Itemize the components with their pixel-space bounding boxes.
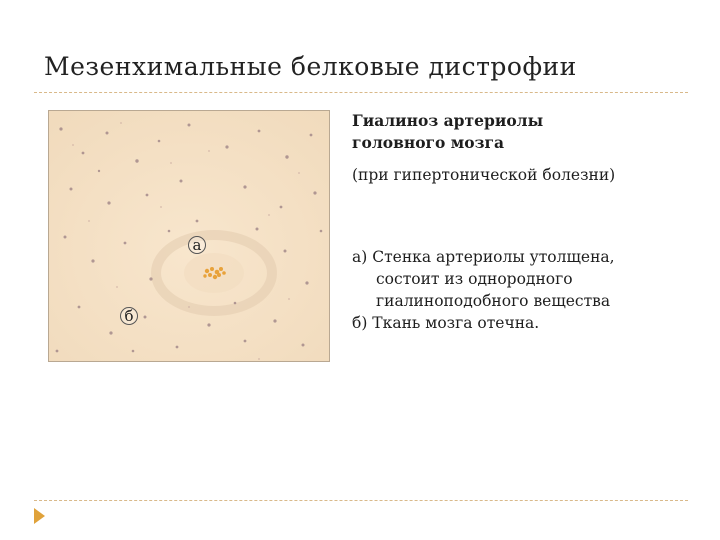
description-list — [352, 246, 692, 334]
marker-b: б — [120, 307, 138, 325]
caption-heading-line1: Гиалиноз артериолы — [352, 111, 544, 130]
marker-a: а — [188, 236, 206, 254]
list-item-b: б) Ткань мозга отечна. — [352, 314, 540, 332]
play-arrow-icon[interactable] — [34, 508, 45, 524]
list-item-a: а) Стенка артериолы утолщена, — [352, 248, 615, 266]
caption-heading-line2: головного мозга — [352, 133, 505, 152]
slide-title: Мезенхимальные белковые дистрофии — [44, 52, 577, 81]
figure-caption — [352, 110, 692, 186]
top-divider — [34, 92, 688, 93]
bottom-divider — [34, 500, 688, 501]
list-item-a-continuation-1: состоит из однородного — [376, 270, 573, 288]
micrograph-image — [48, 110, 330, 362]
caption-note: (при гипертонической болезни) — [352, 166, 616, 184]
list-item-a-continuation-2: гиалиноподобного вещества — [376, 292, 611, 310]
